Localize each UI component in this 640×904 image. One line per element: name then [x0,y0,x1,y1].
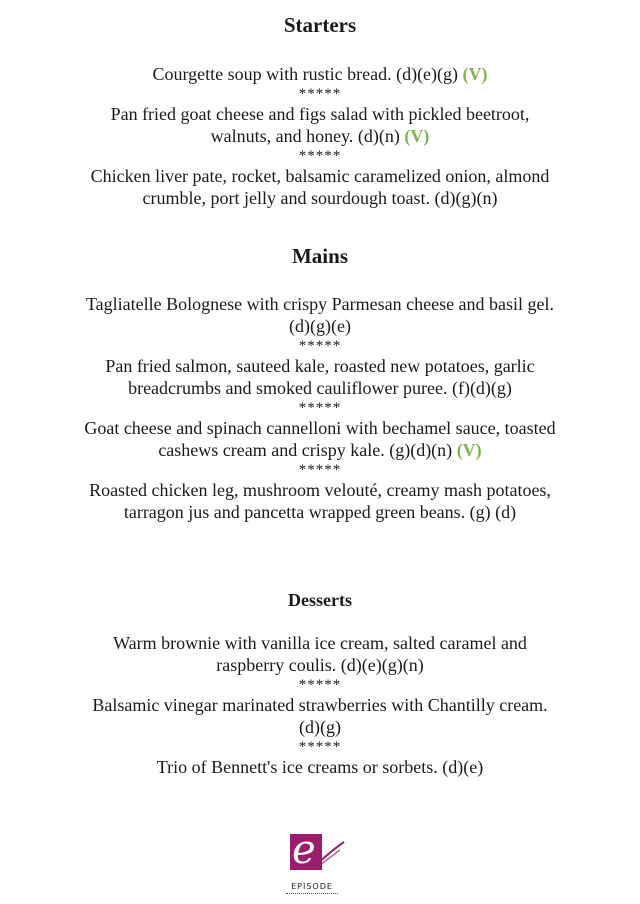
separator: ***** [298,677,342,693]
menu-item: Tagliatelle Bolognese with crispy Parmesan cheese and basil gel. (d)(g)(e) [85,294,555,336]
menu-item: Warm brownie with vanilla ice cream, salted caramel and raspberry coulis. (d)(e)(g)(n) [113,633,527,675]
logo-brand: EPISODE [291,882,333,891]
episode-logo [290,827,350,900]
separator: ***** [298,86,342,102]
separator: ***** [298,739,342,755]
logo-letter: e [292,827,316,873]
menu-item: Courgette soup with rustic bread. (d)(e)(g) (V) [152,64,488,84]
mains-heading: Mains [291,244,348,268]
desserts-heading: Desserts [288,590,352,610]
separator: ***** [298,462,342,478]
logo-underline [286,893,338,897]
logo-flourish-icon [310,840,346,870]
menu-item: Pan fried goat cheese and figs salad with pickled beetroot, walnuts, and honey. (d)(n) (V) [110,104,530,146]
separator: ***** [298,148,342,164]
starters-heading: Starters [283,13,357,37]
vegetarian-tag: (V) [404,126,430,146]
separator: ***** [298,400,342,416]
menu-item: Roasted chicken leg, mushroom velouté, creamy mash potatoes, tarragon jus and pancetta wrapped green beans. (g) (d) [89,480,551,522]
menu-item: Trio of Bennett's ice creams or sorbets. (d)(e) [156,757,484,777]
menu-item: Balsamic vinegar marinated strawberries with Chantilly cream. (d)(g) [92,695,548,737]
vegetarian-tag: (V) [456,440,482,460]
menu-item: Chicken liver pate, rocket, balsamic caramelized onion, almond crumble, port jelly and sourdough toast. (d)(g)(n) [90,166,550,208]
vegetarian-tag: (V) [462,64,488,84]
separator: ***** [298,338,342,354]
menu-item: Goat cheese and spinach cannelloni with bechamel sauce, toasted cashews cream and crispy kale. (g)(d)(n) (V) [84,418,556,460]
menu-item: Pan fried salmon, sauteed kale, roasted new potatoes, garlic breadcrumbs and smoked cauliflower puree. (f)(d)(g) [105,356,535,398]
